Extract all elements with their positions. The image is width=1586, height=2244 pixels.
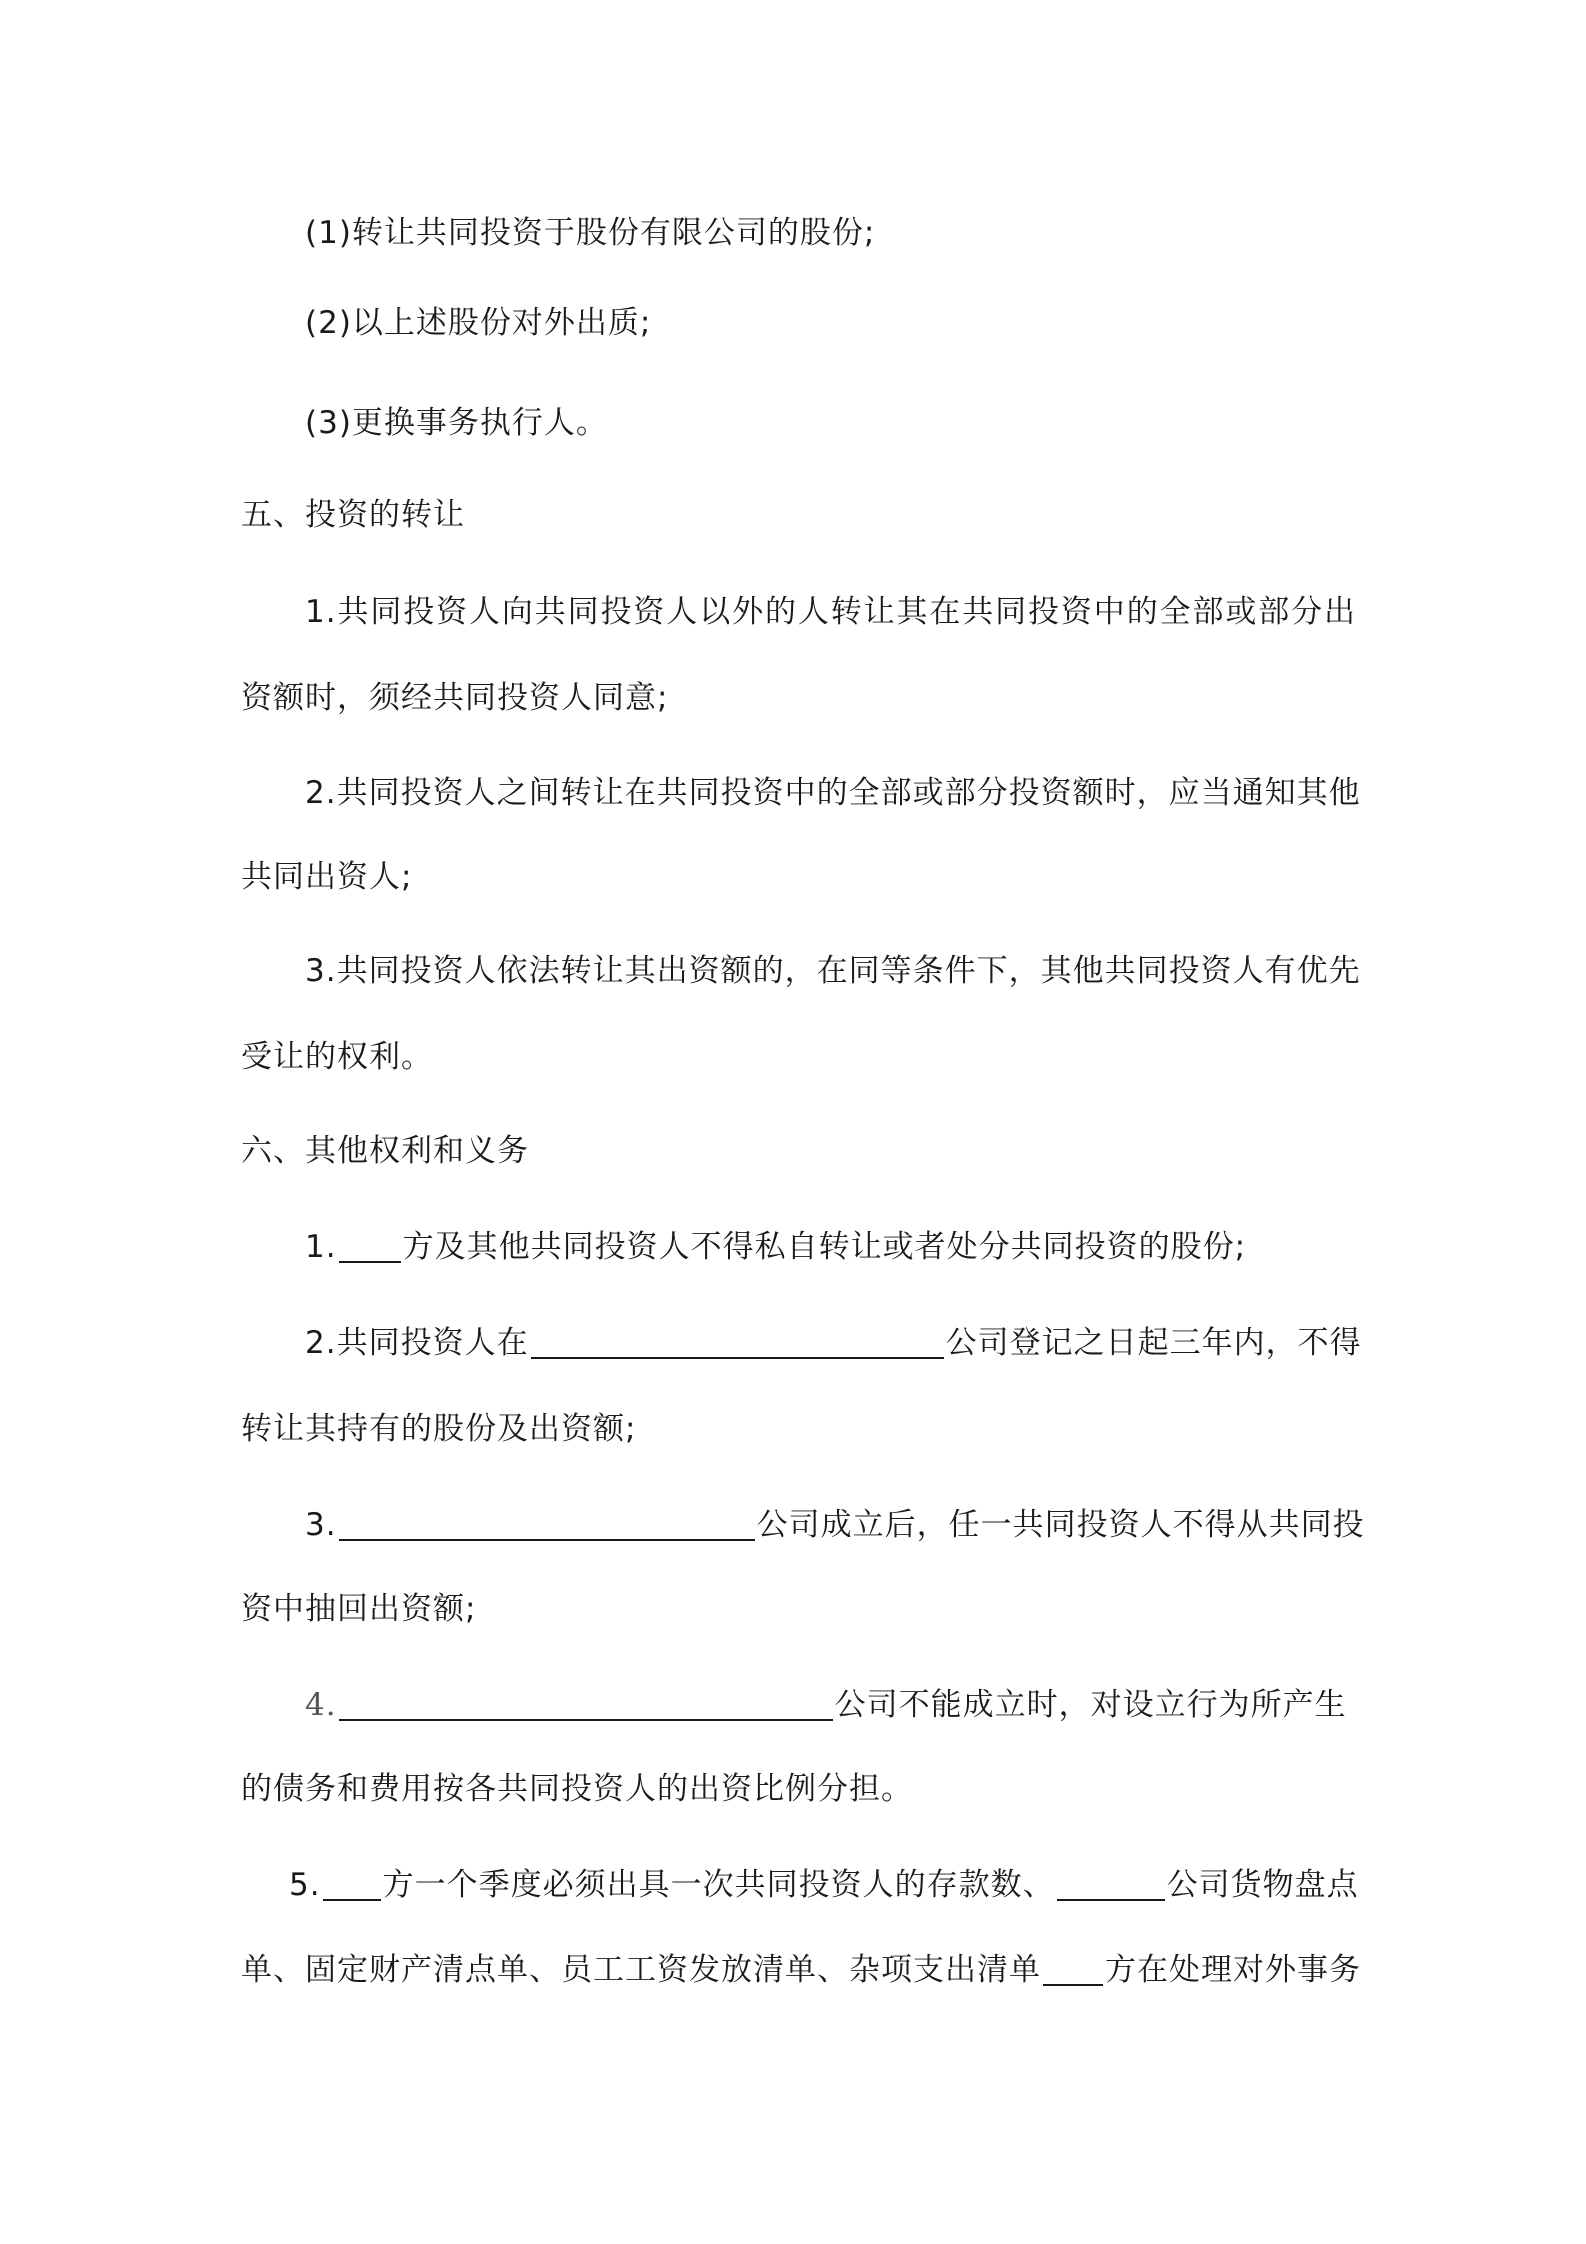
clause-6-4-suffix: 公司不能成立时，对设立行为所产生 [834, 1687, 1347, 1723]
clause-5-3-line-1: 3.共同投资人依法转让其出资额的，在同等条件下，其他共同投资人有优先 [305, 953, 1361, 989]
clause-6-5-line-1 [289, 1865, 1359, 1905]
clause-5-3-line-2: 受让的权利。 [241, 1039, 433, 1075]
section-heading-6: 六、其他权利和义务 [241, 1133, 529, 1169]
clause-6-5-line-2-suffix: 方在处理对外事务 [1105, 1952, 1361, 1988]
clause-6-5-number: 5. [289, 1867, 321, 1903]
fill-in-blank [339, 1509, 755, 1541]
clause-6-3-number: 3. [305, 1507, 337, 1543]
fill-in-blank [1057, 1869, 1165, 1901]
clause-6-3-suffix: 公司成立后，任一共同投资人不得从共同投 [756, 1507, 1365, 1543]
clause-6-5-mid: 方一个季度必须出具一次共同投资人的存款数、 [382, 1867, 1055, 1903]
clause-6-2-line-2: 转让其持有的股份及出资额; [241, 1411, 637, 1447]
clause-6-2-suffix: 公司登记之日起三年内，不得 [945, 1325, 1362, 1361]
clause-5-1-line-2: 资额时，须经共同投资人同意; [241, 680, 669, 716]
clause-5-2-line-2: 共同出资人; [241, 859, 413, 895]
fill-in-blank [339, 1689, 833, 1721]
clause-6-4-line-2: 的债务和费用按各共同投资人的出资比例分担。 [241, 1771, 913, 1807]
clause-6-2-line-1 [305, 1323, 1362, 1363]
clause-5-1-line-1: 1.共同投资人向共同投资人以外的人转让其在共同投资中的全部或部分出 [305, 594, 1356, 630]
clause-4-item-2: (2)以上述股份对外出质; [305, 305, 652, 341]
clause-6-3-line-1 [305, 1505, 1365, 1545]
clause-5-2-line-1: 2.共同投资人之间转让在共同投资中的全部或部分投资额时，应当通知其他 [305, 775, 1361, 811]
fill-in-blank [1043, 1954, 1103, 1986]
clause-4-item-1: (1)转让共同投资于股份有限公司的股份; [305, 215, 876, 251]
clause-6-4-line-1 [305, 1685, 1356, 1725]
fill-in-blank [339, 1231, 401, 1263]
clause-6-1-number: 1. [305, 1229, 337, 1265]
clause-6-3-line-2: 资中抽回出资额; [241, 1591, 477, 1627]
clause-6-1 [305, 1227, 1356, 1267]
clause-6-5-suffix: 公司货物盘点 [1166, 1867, 1359, 1903]
clause-6-2-prefix: 2.共同投资人在 [305, 1325, 529, 1361]
section-heading-5: 五、投资的转让 [241, 497, 465, 533]
clause-6-4-number: 4. [305, 1687, 337, 1723]
clause-6-5-line-2 [241, 1950, 1361, 1990]
clause-6-5-line-2-text: 单、固定财产清点单、员工工资发放清单、杂项支出清单 [241, 1952, 1041, 1988]
fill-in-blank [531, 1327, 944, 1359]
clause-4-item-3: (3)更换事务执行人。 [305, 405, 608, 441]
fill-in-blank [323, 1869, 381, 1901]
clause-6-1-text: 方及其他共同投资人不得私自转让或者处分共同投资的股份; [402, 1229, 1247, 1265]
